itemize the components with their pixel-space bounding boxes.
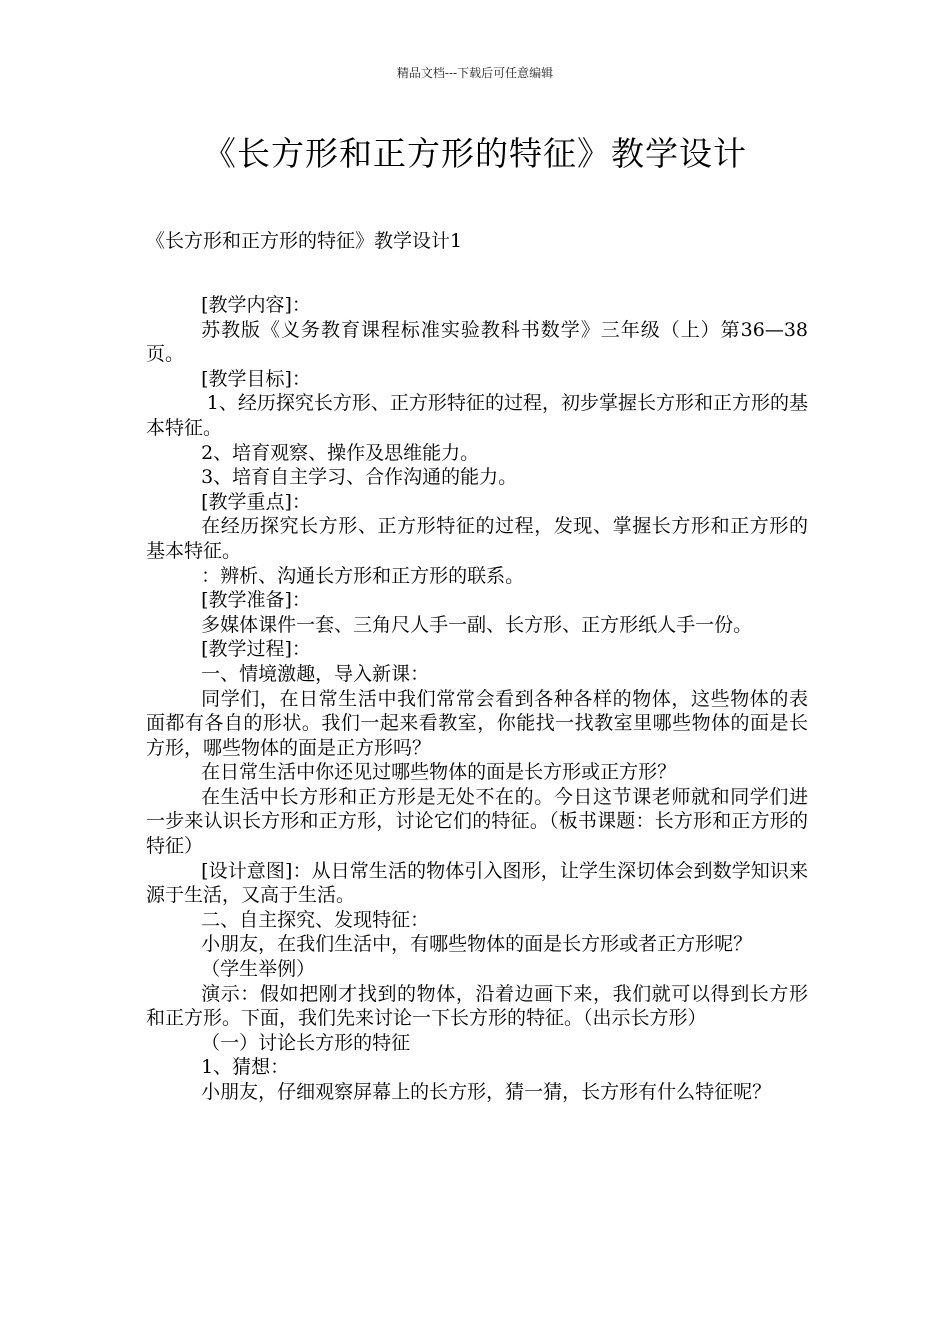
document-body	[146, 293, 808, 1105]
paragraph: 多媒体课件一套、三角尺人手一副、长方形、正方形纸人手一份。	[201, 613, 753, 636]
paragraph: 在生活中长方形和正方形是无处不在的。今日这节课老师就和同学们进一步来认识长方形和正方形，讨论它们的特征。（板书课题：长方形和正方形的特征）	[146, 785, 808, 858]
paragraph: [设计意图]：从日常生活的物体引入图形，让学生深切体会到数学知识来源于生活，又高于生活。	[146, 859, 808, 907]
paragraph: 小朋友，仔细观察屏幕上的长方形，猜一猜，长方形有什么特征呢？	[201, 1081, 772, 1103]
paragraph: 在日常生活中你还见过哪些物体的面是长方形或正方形？	[201, 761, 677, 784]
paragraph: ：辨析、沟通长方形和正方形的联系。	[201, 564, 525, 587]
paragraph: [教学准备]：	[201, 589, 311, 612]
paragraph: 一、情境激趣，导入新课：	[201, 662, 430, 685]
paragraph: （学生举例）	[201, 958, 316, 981]
header-note: 精品文档---下载后可任意编辑	[396, 66, 554, 80]
paragraph: （一）讨论长方形的特征	[201, 1031, 411, 1054]
paragraph: 1、猜想：	[201, 1056, 290, 1079]
paragraph: 二、自主探究、发现特征：	[201, 908, 430, 931]
paragraph: 苏教版《义务教育课程标准实验教科书数学》三年级（上）第36—38页。	[146, 318, 808, 366]
paragraph: [教学目标]：	[201, 367, 311, 390]
paragraph: 2、培育观察、操作及思维能力。	[201, 441, 480, 464]
paragraph: 3、培育自主学习、合作沟通的能力。	[201, 466, 518, 489]
paragraph: [教学内容]：	[201, 294, 311, 316]
paragraph: 1、经历探究长方形、正方形特征的过程，初步掌握长方形和正方形的基本特征。	[146, 392, 808, 439]
paragraph: [教学重点]：	[201, 490, 311, 513]
paragraph: [教学过程]：	[201, 638, 311, 661]
paragraph: 同学们，在日常生活中我们常常会看到各种各样的物体，这些物体的表面都有各自的形状。我们一起来看教室，你能找一找教室里哪些物体的面是长方形，哪些物体的面是正方形吗？	[146, 687, 808, 759]
paragraph: 演示：假如把刚才找到的物体，沿着边画下来，我们就可以得到长方形和正方形。下面，我们先来讨论一下长方形的特征。（出示长方形）	[146, 982, 808, 1030]
paragraph: 在经历探究长方形、正方形特征的过程，发现、掌握长方形和正方形的基本特征。	[146, 515, 808, 562]
section-subtitle: 《长方形和正方形的特征》教学设计1	[146, 230, 463, 252]
paragraph: 小朋友，在我们生活中，有哪些物体的面是长方形或者正方形呢？	[201, 933, 753, 956]
document-title: 《长方形和正方形的特征》教学设计	[203, 134, 747, 173]
